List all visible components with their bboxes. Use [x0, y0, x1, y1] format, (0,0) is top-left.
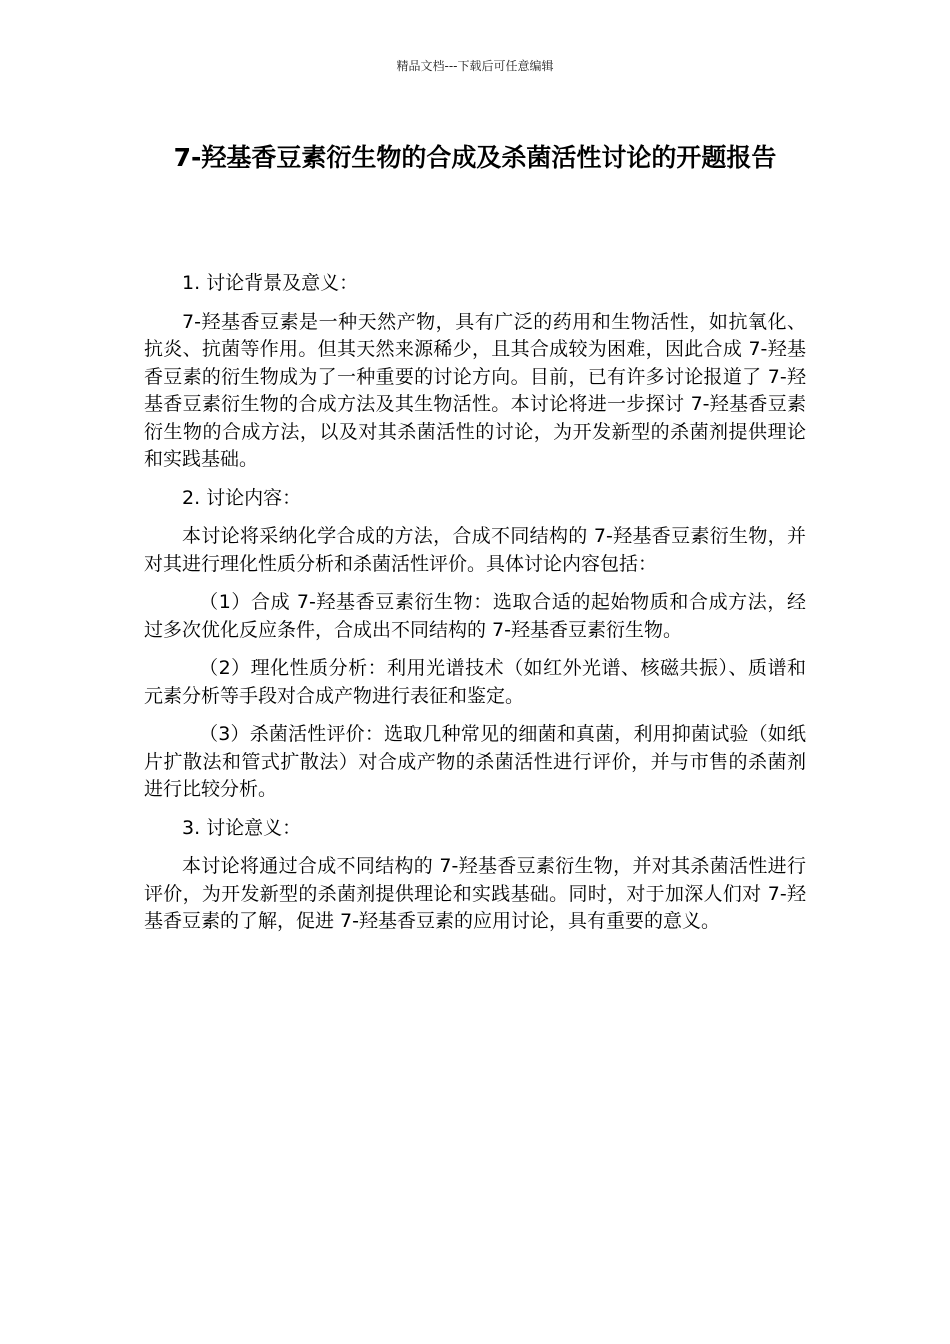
- section-2-item-2: （2）理化性质分析：利用光谱技术（如红外光谱、核磁共振）、质谱和元素分析等手段对合成产物进行表征和鉴定。: [144, 657, 806, 707]
- section-2-heading: 2. 讨论内容：: [182, 486, 302, 509]
- section-3-heading: 3. 讨论意义：: [182, 816, 302, 839]
- section-1-heading: 1. 讨论背景及意义：: [182, 272, 359, 294]
- document-title: 7-羟基香豆素衍生物的合成及杀菌活性讨论的开题报告: [173, 143, 777, 172]
- section-3-paragraph: 本讨论将通过合成不同结构的 7-羟基香豆素衍生物，并对其杀菌活性进行评价，为开发新型的杀菌剂提供理论和实践基础。同时，对于加深人们对 7-羟基香豆素的了解，促进 7-羟基香豆素的应用讨论，具有重要的意义。: [144, 855, 806, 932]
- header-note: 精品文档---下载后可任意编辑: [396, 59, 554, 73]
- section-2-item-3: （3）杀菌活性评价：选取几种常见的细菌和真菌，利用抑菌试验（如纸片扩散法和管式扩散法）对合成产物的杀菌活性进行评价，并与市售的杀菌剂进行比较分析。: [144, 723, 806, 800]
- section-1-paragraph: 7-羟基香豆素是一种天然产物，具有广泛的药用和生物活性，如抗氧化、抗炎、抗菌等作用。但其天然来源稀少，且其合成较为困难，因此合成 7-羟基香豆素的衍生物成为了一种重要的讨论方向。目前，已有许多讨论报道了 7-羟基香豆素衍生物的合成方法及其生物活性。本讨论将进一步探讨 7-羟基香豆素衍生物的合成方法，以及对其杀菌活性的讨论，为开发新型的杀菌剂提供理论和实践基础。: [144, 310, 806, 470]
- section-2-paragraph: 本讨论将采纳化学合成的方法，合成不同结构的 7-羟基香豆素衍生物，并对其进行理化性质分析和杀菌活性评价。具体讨论内容包括：: [144, 525, 806, 575]
- section-2-item-1: （1）合成 7-羟基香豆素衍生物：选取合适的起始物质和合成方法，经过多次优化反应条件，合成出不同结构的 7-羟基香豆素衍生物。: [144, 591, 806, 641]
- document-body: [144, 270, 806, 947]
